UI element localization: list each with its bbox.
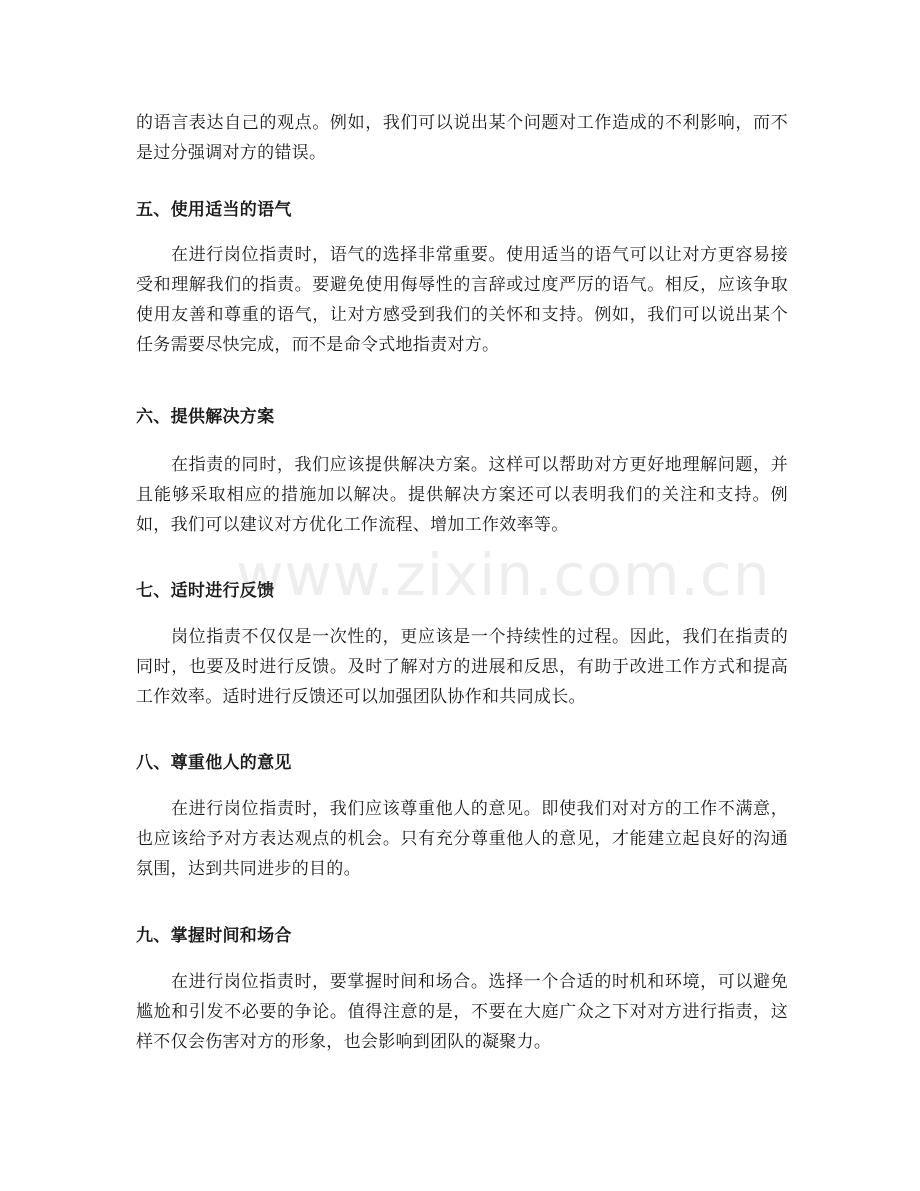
section-heading-8: 八、尊重他人的意见 — [136, 753, 292, 773]
watermark: www.zixin.com.cn — [236, 541, 771, 609]
section-heading-6: 六、提供解决方案 — [136, 407, 275, 427]
section-heading-9: 九、掌握时间和场合 — [136, 926, 292, 946]
section-body-7: 岗位指责不仅仅是一次性的，更应该是一个持续性的过程。因此，我们在指责的同时，也要及时进行反馈。及时了解对方的进展和反思，有助于改进工作方式和提高工作效率。适时进行反馈还可以加强团队协作和共同成长。 — [136, 627, 788, 707]
section-body-6: 在指责的同时，我们应该提供解决方案。这样可以帮助对方更好地理解问题，并且能够采取相应的措施加以解决。提供解决方案还可以表明我们的关注和支持。例如，我们可以建议对方优化工作流程、增加工作效率等。 — [136, 455, 788, 535]
section-heading-7: 七、适时进行反馈 — [136, 581, 275, 601]
section-body-9: 在进行岗位指责时，要掌握时间和场合。选择一个合适的时机和环境，可以避免尴尬和引发不必要的争论。值得注意的是，不要在大庭广众之下对对方进行指责，这样不仅会伤害对方的形象，也会影响到团队的凝聚力。 — [136, 972, 788, 1052]
section-body-5: 在进行岗位指责时，语气的选择非常重要。使用适当的语气可以让对方更容易接受和理解我们的指责。要避免使用侮辱性的言辞或过度严厉的语气。相反，应该争取使用友善和尊重的语气，让对方感受到我们的关怀和支持。例如，我们可以说出某个任务需要尽快完成，而不是命令式地指责对方。 — [136, 245, 788, 355]
intro-paragraph: 的语言表达自己的观点。例如，我们可以说出某个问题对工作造成的不利影响，而不是过分强调对方的错误。 — [136, 113, 788, 163]
section-heading-5: 五、使用适当的语气 — [136, 200, 292, 220]
section-body-8: 在进行岗位指责时，我们应该尊重他人的意见。即使我们对对方的工作不满意，也应该给予对方表达观点的机会。只有充分尊重他人的意见，才能建立起良好的沟通氛围，达到共同进步的目的。 — [136, 799, 788, 879]
